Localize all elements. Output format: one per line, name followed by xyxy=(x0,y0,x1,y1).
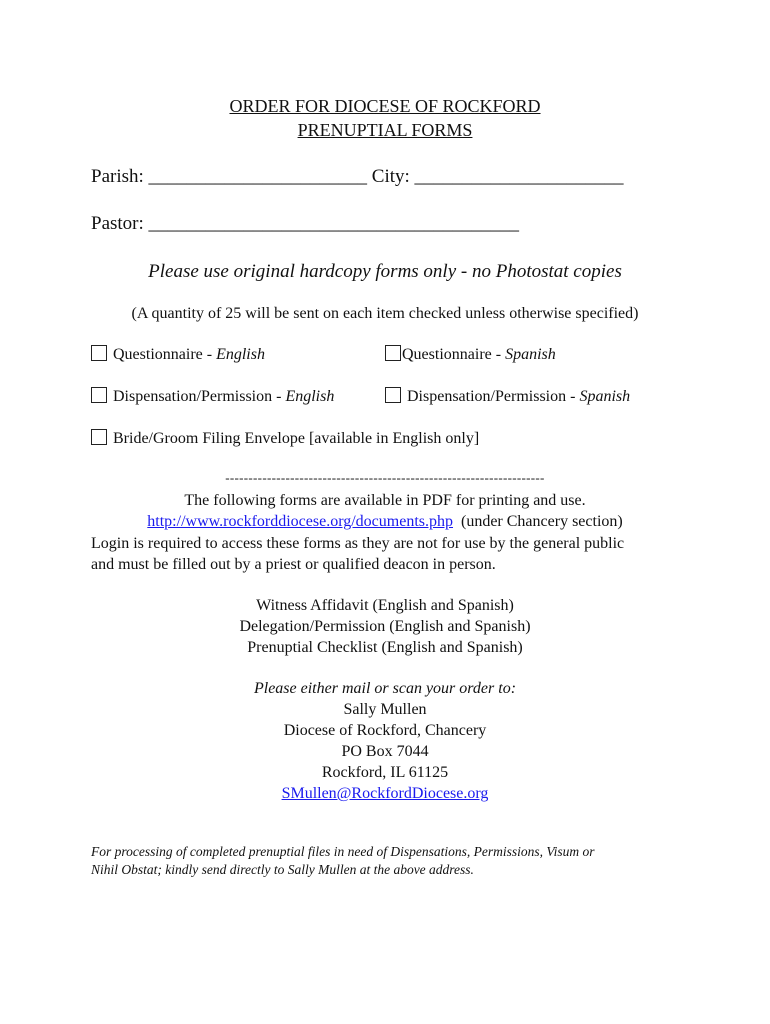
checkbox[interactable] xyxy=(91,345,107,361)
checkbox[interactable] xyxy=(91,429,107,445)
option-language: Spanish xyxy=(505,346,556,363)
pastor-row xyxy=(91,213,519,235)
pdf-form-item: Prenuptial Checklist (English and Spanish) xyxy=(247,639,523,656)
option-dispensation-spanish[interactable] xyxy=(385,387,630,406)
processing-footnote xyxy=(91,843,691,879)
pdf-form-item: Delegation/Permission (English and Spanish) xyxy=(239,618,531,635)
contact-city: Rockford, IL 61125 xyxy=(321,764,449,781)
checkbox[interactable] xyxy=(91,387,107,403)
login-note-line-2: and must be filled out by a priest or qualified deacon in person. xyxy=(91,556,496,573)
page-subtitle xyxy=(0,118,770,142)
pdf-link-row xyxy=(0,513,770,531)
pastor-label: Pastor: xyxy=(91,213,144,234)
email-link[interactable]: SMullen@RockfordDiocese.org xyxy=(281,785,489,802)
option-questionnaire-spanish[interactable] xyxy=(385,345,556,364)
pdf-form-item: Witness Affidavit (English and Spanish) xyxy=(256,597,514,614)
option-label: Dispensation/Permission - xyxy=(407,388,580,405)
checkbox[interactable] xyxy=(385,387,401,403)
title-line-2: PRENUPTIAL FORMS xyxy=(297,120,473,140)
option-dispensation-english[interactable] xyxy=(91,387,334,406)
option-filing-envelope[interactable] xyxy=(91,429,479,448)
option-label: Questionnaire - xyxy=(402,346,506,363)
pdf-intro: The following forms are available in PDF for printing and use. xyxy=(184,492,586,509)
contact-organization: Diocese of Rockford, Chancery xyxy=(283,722,487,739)
mail-prompt: Please either mail or scan your order to: xyxy=(253,680,517,697)
parish-field[interactable]: _______________________ xyxy=(148,166,368,187)
contact-name: Sally Mullen xyxy=(343,701,427,718)
footnote-line-2: Nihil Obstat; kindly send directly to Sally Mullen at the above address. xyxy=(91,862,474,877)
documents-link[interactable]: http://www.rockforddiocese.org/documents.php xyxy=(147,513,453,530)
parish-city-row xyxy=(91,166,624,188)
dashed-divider: --------------------------------------------------------------------- xyxy=(225,470,545,485)
link-note: (under Chancery section) xyxy=(461,513,623,530)
option-language: English xyxy=(216,346,265,363)
footnote-line-1: For processing of completed prenuptial files in need of Dispensations, Permissions, Visum or xyxy=(91,844,595,859)
quantity-note: (A quantity of 25 will be sent on each item checked unless otherwise specified) xyxy=(131,305,639,322)
contact-email-row xyxy=(0,785,770,803)
checkbox[interactable] xyxy=(385,345,401,361)
hardcopy-notice: Please use original hardcopy forms only - no Photostat copies xyxy=(148,261,622,282)
page-title xyxy=(0,94,770,118)
login-note-line-1: Login is required to access these forms as they are not for use by the general public xyxy=(91,535,625,552)
city-field[interactable]: ______________________ xyxy=(414,166,624,187)
option-language: English xyxy=(285,388,335,405)
pastor-field[interactable]: _______________________________________ xyxy=(148,213,520,234)
title-line-1: ORDER FOR DIOCESE OF ROCKFORD xyxy=(229,96,541,116)
option-questionnaire-english[interactable] xyxy=(91,345,265,364)
option-label: Bride/Groom Filing Envelope [available in English only] xyxy=(113,430,480,447)
city-label: City: xyxy=(371,166,410,187)
option-label: Questionnaire - xyxy=(113,346,217,363)
option-language: Spanish xyxy=(579,388,631,405)
contact-po-box: PO Box 7044 xyxy=(341,743,429,760)
parish-label: Parish: xyxy=(91,166,144,187)
option-label: Dispensation/Permission - xyxy=(113,388,286,405)
